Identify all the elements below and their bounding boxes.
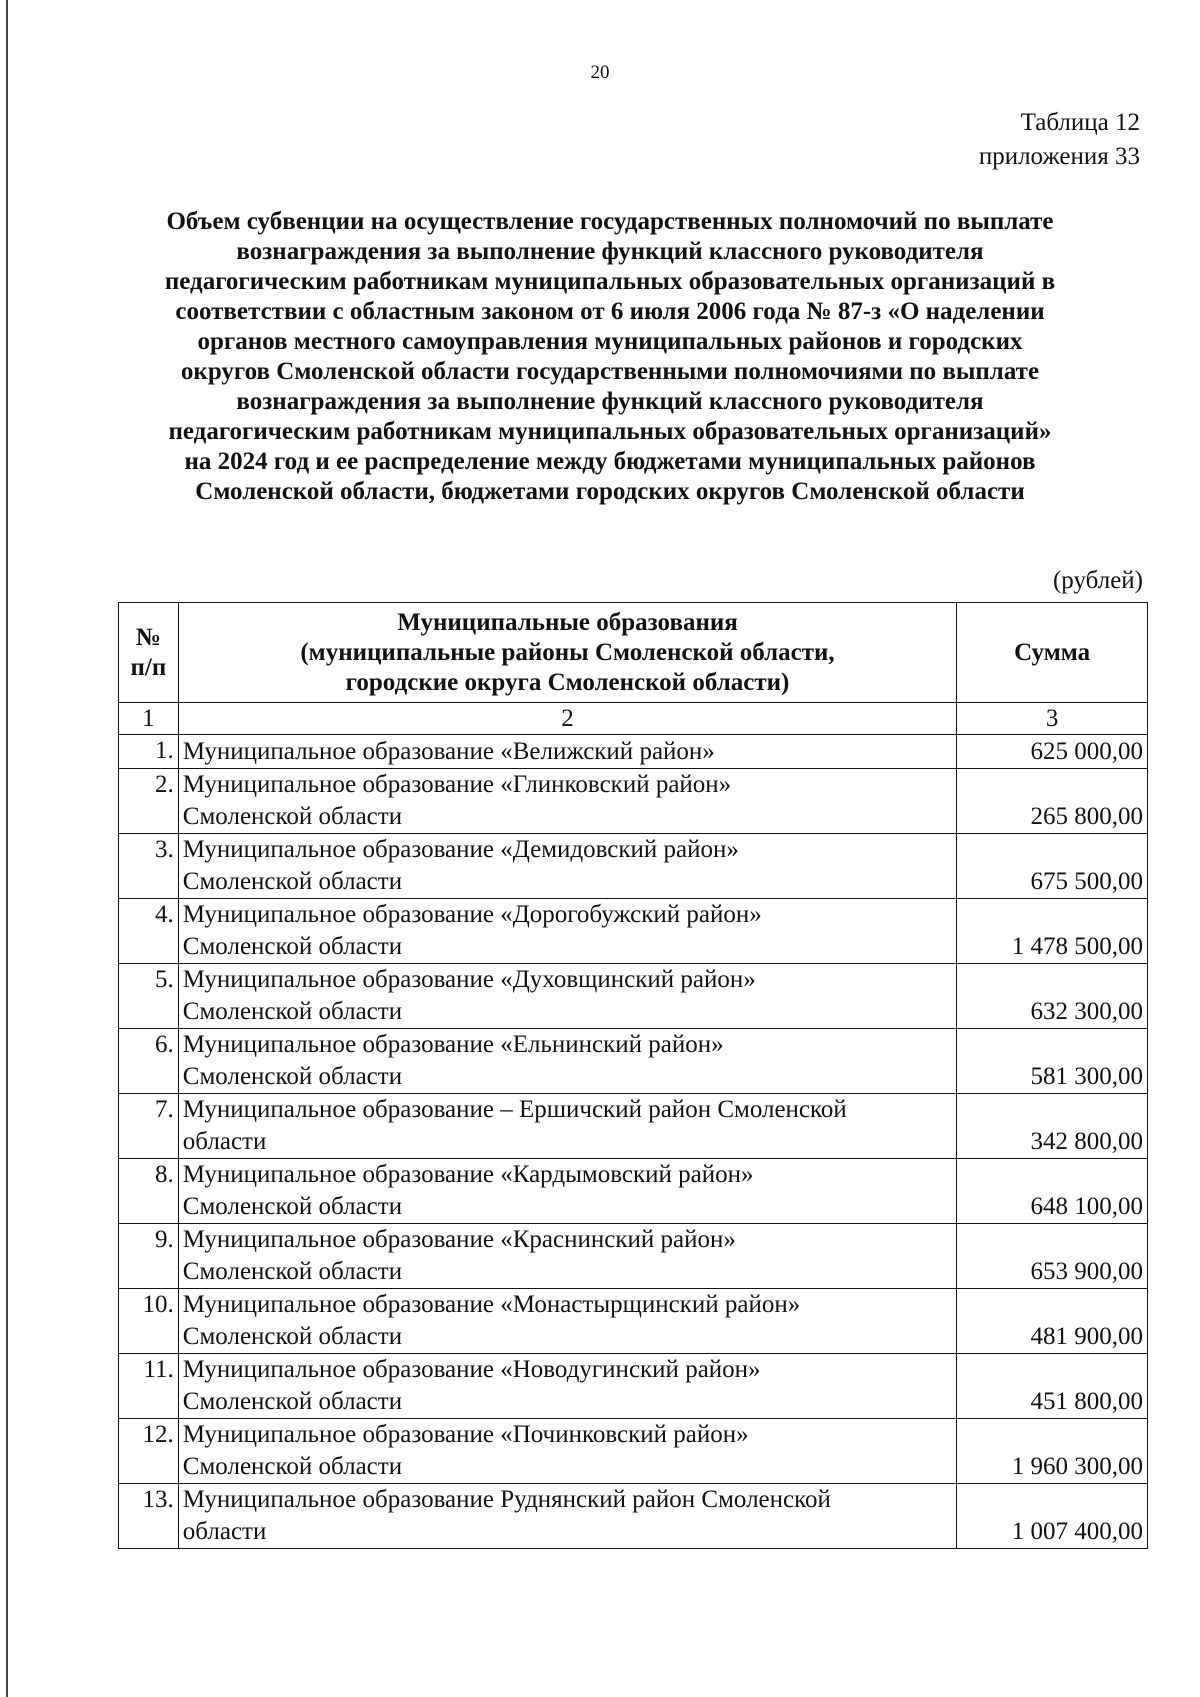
row-municipality bbox=[178, 1354, 956, 1419]
title-line: вознаграждения за выполнение функций классного руководителя bbox=[236, 238, 984, 265]
table-row bbox=[119, 1029, 1148, 1094]
table-row bbox=[119, 1289, 1148, 1354]
row-municipality-line-1: Муниципальное образование «Велижский район» bbox=[182, 738, 715, 765]
row-sum: 1 007 400,00 bbox=[957, 1484, 1148, 1549]
row-sum: 342 800,00 bbox=[957, 1094, 1148, 1159]
row-municipality bbox=[178, 1419, 956, 1484]
row-sum: 581 300,00 bbox=[957, 1029, 1148, 1094]
row-number: 13. bbox=[119, 1484, 179, 1549]
row-number: 8. bbox=[119, 1159, 179, 1224]
row-number: 1. bbox=[119, 735, 179, 769]
row-municipality-line-2: Смоленской области bbox=[182, 803, 403, 830]
column-number-row bbox=[119, 703, 1148, 735]
row-municipality-line-1: Муниципальное образование «Духовщинский район» bbox=[182, 966, 756, 993]
units-label: (рублей) bbox=[1052, 567, 1143, 594]
row-sum: 648 100,00 bbox=[957, 1159, 1148, 1224]
row-municipality-line-1: Муниципальное образование «Глинковский район» bbox=[182, 771, 732, 798]
table-reference bbox=[979, 106, 1140, 174]
row-municipality-line-1: Муниципальное образование Руднянский район Смоленской bbox=[182, 1486, 831, 1513]
row-sum: 675 500,00 bbox=[957, 834, 1148, 899]
table-row bbox=[119, 1354, 1148, 1419]
title-line: органов местного самоуправления муниципальных районов и городских bbox=[197, 328, 1023, 355]
row-municipality-line-1: Муниципальное образование «Дорогобужский район» bbox=[182, 901, 762, 928]
row-sum: 632 300,00 bbox=[957, 964, 1148, 1029]
table-row bbox=[119, 1159, 1148, 1224]
row-number: 5. bbox=[119, 964, 179, 1029]
table-row bbox=[119, 769, 1148, 834]
table-row bbox=[119, 1419, 1148, 1484]
row-municipality-line-1: Муниципальное образование «Краснинский район» bbox=[182, 1226, 736, 1253]
row-sum: 1 478 500,00 bbox=[957, 899, 1148, 964]
table-row bbox=[119, 1484, 1148, 1549]
row-municipality-line-2: Смоленской области bbox=[182, 1258, 403, 1285]
row-number: 4. bbox=[119, 899, 179, 964]
row-number: 2. bbox=[119, 769, 179, 834]
row-municipality-line-1: Муниципальное образование «Монастырщинский район» bbox=[182, 1291, 801, 1318]
row-municipality-line-2: Смоленской области bbox=[182, 1193, 403, 1220]
header-sum: Сумма bbox=[957, 603, 1148, 703]
row-municipality-line-2: области bbox=[182, 1518, 267, 1545]
row-number: 12. bbox=[119, 1419, 179, 1484]
column-number: 1 bbox=[119, 703, 179, 735]
subsidy-table bbox=[118, 602, 1148, 1549]
table-row bbox=[119, 1094, 1148, 1159]
header-municipality-line-1: Муниципальные образования bbox=[397, 608, 738, 636]
table-row bbox=[119, 735, 1148, 769]
row-municipality bbox=[178, 964, 956, 1029]
row-municipality-line-1: Муниципальное образование «Новодугинский район» bbox=[182, 1356, 761, 1383]
row-sum: 265 800,00 bbox=[957, 769, 1148, 834]
row-municipality bbox=[178, 769, 956, 834]
column-number: 3 bbox=[957, 703, 1148, 735]
title-line: округов Смоленской области государственными полномочиями по выплате bbox=[180, 358, 1040, 385]
row-municipality-line-1: Муниципальное образование «Ельнинский район» bbox=[182, 1031, 724, 1058]
row-municipality bbox=[178, 1094, 956, 1159]
page-number: 20 bbox=[590, 62, 610, 83]
header-municipality bbox=[178, 603, 956, 703]
table-row bbox=[119, 834, 1148, 899]
row-number: 9. bbox=[119, 1224, 179, 1289]
row-municipality-line-2: Смоленской области bbox=[182, 933, 403, 960]
row-municipality bbox=[178, 735, 956, 769]
column-number: 2 bbox=[178, 703, 956, 735]
row-number: 11. bbox=[119, 1354, 179, 1419]
title-line: соответствии с областным законом от 6 июля 2006 года № 87-з «О наделении bbox=[175, 298, 1045, 325]
table-reference-line-1: Таблица 12 bbox=[1020, 109, 1140, 136]
row-sum: 481 900,00 bbox=[957, 1289, 1148, 1354]
row-municipality-line-1: Муниципальное образование «Демидовский район» bbox=[182, 836, 739, 863]
header-number-line-1: № bbox=[135, 623, 161, 651]
row-municipality bbox=[178, 1484, 956, 1549]
row-municipality-line-2: Смоленской области bbox=[182, 1323, 403, 1350]
row-municipality bbox=[178, 1224, 956, 1289]
row-municipality-line-2: Смоленской области bbox=[182, 1453, 403, 1480]
title-line: Объем субвенции на осуществление государственных полномочий по выплате bbox=[166, 208, 1054, 235]
table-row bbox=[119, 899, 1148, 964]
row-number: 7. bbox=[119, 1094, 179, 1159]
row-municipality-line-2: Смоленской области bbox=[182, 1063, 403, 1090]
header-number bbox=[119, 603, 179, 703]
row-municipality bbox=[178, 1289, 956, 1354]
table-reference-line-2: приложения 33 bbox=[978, 143, 1140, 170]
row-number: 10. bbox=[119, 1289, 179, 1354]
row-municipality bbox=[178, 899, 956, 964]
row-municipality-line-1: Муниципальное образование «Кардымовский район» bbox=[182, 1161, 754, 1188]
row-sum: 625 000,00 bbox=[957, 735, 1148, 769]
row-municipality-line-2: Смоленской области bbox=[182, 998, 403, 1025]
row-municipality-line-2: Смоленской области bbox=[182, 1388, 403, 1415]
title-line: педагогическим работникам муниципальных образовательных организаций в bbox=[164, 268, 1056, 295]
row-sum: 1 960 300,00 bbox=[957, 1419, 1148, 1484]
row-municipality-line-2: области bbox=[182, 1128, 267, 1155]
table-row bbox=[119, 1224, 1148, 1289]
title-line: педагогическим работникам муниципальных образовательных организаций» bbox=[168, 418, 1052, 445]
title-line: на 2024 год и ее распределение между бюджетами муниципальных районов bbox=[184, 448, 1036, 475]
row-municipality-line-1: Муниципальное образование «Починковский район» bbox=[182, 1421, 749, 1448]
header-municipality-line-2: (муниципальные районы Смоленской области, bbox=[300, 638, 835, 666]
title-line: вознаграждения за выполнение функций классного руководителя bbox=[236, 388, 984, 415]
title-line: Смоленской области, бюджетами городских округов Смоленской области bbox=[195, 478, 1025, 505]
table-header-row bbox=[119, 603, 1148, 703]
row-sum: 653 900,00 bbox=[957, 1224, 1148, 1289]
document-title bbox=[110, 207, 1110, 507]
row-municipality-line-1: Муниципальное образование – Ершичский район Смоленской bbox=[182, 1096, 847, 1123]
row-municipality-line-2: Смоленской области bbox=[182, 868, 403, 895]
row-municipality bbox=[178, 834, 956, 899]
row-number: 3. bbox=[119, 834, 179, 899]
row-municipality bbox=[178, 1029, 956, 1094]
row-number: 6. bbox=[119, 1029, 179, 1094]
table-row bbox=[119, 964, 1148, 1029]
header-number-line-2: п/п bbox=[130, 653, 167, 681]
row-sum: 451 800,00 bbox=[957, 1354, 1148, 1419]
header-municipality-line-3: городские округа Смоленской области) bbox=[345, 668, 790, 696]
row-municipality bbox=[178, 1159, 956, 1224]
scan-edge-line bbox=[6, 0, 8, 1697]
